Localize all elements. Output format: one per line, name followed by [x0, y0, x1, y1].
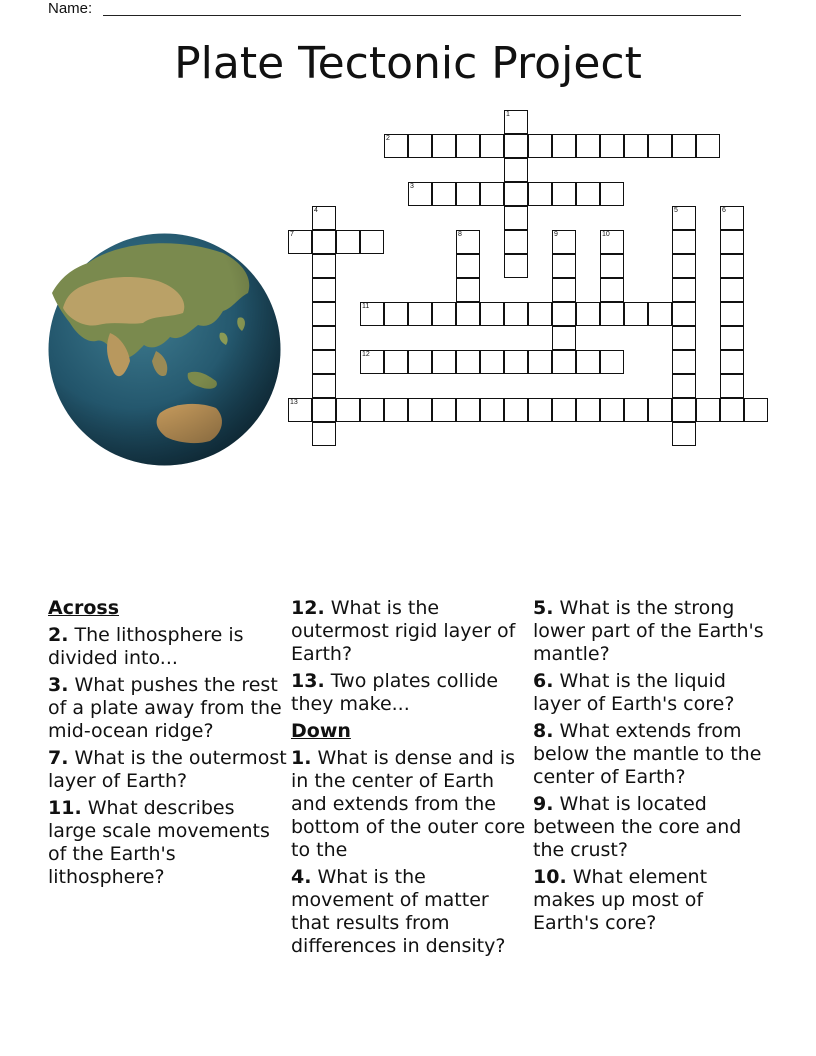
crossword-cell[interactable] [408, 134, 432, 158]
crossword-cell[interactable] [600, 254, 624, 278]
cell-number: 10 [602, 231, 610, 238]
crossword-cell[interactable] [336, 230, 360, 254]
crossword-cell[interactable] [432, 398, 456, 422]
clue-across-12 [291, 597, 531, 666]
crossword-cell[interactable] [720, 302, 744, 326]
cell-number: 8 [458, 231, 462, 238]
crossword-cell[interactable] [528, 350, 552, 374]
crossword-cell[interactable] [552, 230, 576, 254]
crossword-cell[interactable] [408, 398, 432, 422]
crossword-cell[interactable] [720, 230, 744, 254]
crossword-cell[interactable] [552, 326, 576, 350]
crossword-cell[interactable] [672, 134, 696, 158]
crossword-cell[interactable] [720, 350, 744, 374]
page-title: Plate Tectonic Project [174, 38, 642, 89]
crossword-cell[interactable] [720, 326, 744, 350]
crossword-cell[interactable] [312, 302, 336, 326]
crossword-cell[interactable] [672, 254, 696, 278]
crossword-cell[interactable] [720, 374, 744, 398]
cell-number: 5 [674, 207, 678, 214]
crossword-cell[interactable] [432, 302, 456, 326]
clue-text: What pushes the rest of a plate away from the mid-ocean ridge? [48, 674, 282, 742]
clue-text: What is dense and is in the center of Earth and extends from the bottom of the outer core to the [291, 747, 526, 861]
crossword-cell[interactable] [552, 398, 576, 422]
crossword-cell[interactable] [552, 182, 576, 206]
clue-number: 11. [48, 797, 82, 819]
crossword-cell[interactable] [504, 230, 528, 254]
crossword-cell[interactable] [696, 134, 720, 158]
crossword-cell[interactable] [456, 302, 480, 326]
crossword-cell[interactable] [504, 182, 528, 206]
crossword-cell[interactable] [312, 278, 336, 302]
crossword-cell[interactable] [288, 398, 312, 422]
crossword-cell[interactable] [672, 326, 696, 350]
cell-number: 7 [290, 231, 294, 238]
crossword-cell[interactable] [288, 230, 312, 254]
crossword-cell[interactable] [672, 278, 696, 302]
earth-globe-icon [48, 233, 281, 466]
crossword-cell[interactable] [528, 182, 552, 206]
crossword-cell[interactable] [600, 182, 624, 206]
clue-number: 5. [533, 597, 554, 619]
crossword-cell[interactable] [456, 230, 480, 254]
crossword-cell[interactable] [528, 134, 552, 158]
crossword-cell[interactable] [576, 182, 600, 206]
clue-number: 6. [533, 670, 554, 692]
crossword-cell[interactable] [408, 182, 432, 206]
crossword-cell[interactable] [408, 302, 432, 326]
crossword-cell[interactable] [576, 134, 600, 158]
across-heading: Across [48, 597, 120, 619]
crossword-cell[interactable] [600, 134, 624, 158]
crossword-cell[interactable] [672, 302, 696, 326]
crossword-cell[interactable] [336, 398, 360, 422]
clue-down-10 [533, 866, 773, 935]
down-heading: Down [291, 720, 351, 742]
clue-text: What describes large scale movements of the Earth's lithosphere? [48, 797, 270, 888]
name-label: Name: [48, 0, 93, 17]
crossword-cell[interactable] [576, 350, 600, 374]
clue-text: The lithosphere is divided into... [48, 624, 244, 669]
clue-across-2 [48, 624, 288, 670]
clue-number: 2. [48, 624, 69, 646]
crossword-cell[interactable] [456, 134, 480, 158]
crossword-cell[interactable] [672, 422, 696, 446]
crossword-cell[interactable] [312, 398, 336, 422]
crossword-cell[interactable] [600, 302, 624, 326]
crossword-cell[interactable] [504, 206, 528, 230]
crossword-cell[interactable] [528, 398, 552, 422]
cell-number: 6 [722, 207, 726, 214]
clue-down-5 [533, 597, 773, 666]
crossword-cell[interactable] [672, 374, 696, 398]
crossword-cell[interactable] [360, 230, 384, 254]
clue-text: What extends from below the mantle to the center of Earth? [533, 720, 762, 788]
cell-number: 12 [362, 351, 370, 358]
crossword-cell[interactable] [432, 350, 456, 374]
crossword-cell[interactable] [456, 398, 480, 422]
crossword-cell[interactable] [552, 350, 576, 374]
crossword-cell[interactable] [432, 134, 456, 158]
clue-number: 10. [533, 866, 567, 888]
crossword-cell[interactable] [360, 350, 384, 374]
crossword-cell[interactable] [504, 398, 528, 422]
crossword-cell[interactable] [672, 230, 696, 254]
crossword-cell[interactable] [624, 398, 648, 422]
crossword-cell[interactable] [456, 350, 480, 374]
crossword-cell[interactable] [648, 398, 672, 422]
crossword-cell[interactable] [360, 398, 384, 422]
clue-down-6 [533, 670, 773, 716]
crossword-cell[interactable] [528, 302, 552, 326]
crossword-cell[interactable] [384, 350, 408, 374]
crossword-cell[interactable] [672, 398, 696, 422]
clue-across-3 [48, 674, 288, 743]
clue-number: 3. [48, 674, 69, 696]
crossword-cell[interactable] [504, 134, 528, 158]
crossword-cell[interactable] [408, 350, 432, 374]
crossword-cell[interactable] [480, 134, 504, 158]
crossword-cell[interactable] [672, 206, 696, 230]
crossword-cell[interactable] [504, 110, 528, 134]
clue-text: What is the outermost layer of Earth? [48, 747, 287, 792]
crossword-cell[interactable] [432, 182, 456, 206]
crossword-cell[interactable] [600, 398, 624, 422]
clues-column-2 [291, 597, 531, 962]
crossword-cell[interactable] [600, 350, 624, 374]
crossword-cell[interactable] [384, 302, 408, 326]
crossword-cell[interactable] [480, 182, 504, 206]
crossword-cell[interactable] [312, 350, 336, 374]
crossword-cell[interactable] [696, 398, 720, 422]
crossword-cell[interactable] [360, 302, 384, 326]
crossword-cell[interactable] [624, 302, 648, 326]
clue-down-4 [291, 866, 531, 958]
clue-number: 9. [533, 793, 554, 815]
crossword-cell[interactable] [552, 254, 576, 278]
clue-down-8 [533, 720, 773, 789]
clue-number: 8. [533, 720, 554, 742]
clue-number: 4. [291, 866, 312, 888]
crossword-cell[interactable] [312, 206, 336, 230]
clue-across-13 [291, 670, 531, 716]
clue-text: Two plates collide they make... [291, 670, 499, 715]
crossword-cell[interactable] [384, 398, 408, 422]
crossword-cell[interactable] [312, 422, 336, 446]
clue-number: 13. [291, 670, 325, 692]
clue-text: What is the movement of matter that results from differences in density? [291, 866, 506, 957]
clue-number: 1. [291, 747, 312, 769]
cell-number: 9 [554, 231, 558, 238]
clue-across-7 [48, 747, 288, 793]
crossword-cell[interactable] [456, 254, 480, 278]
crossword-cell[interactable] [720, 278, 744, 302]
crossword-cell[interactable] [504, 158, 528, 182]
crossword-cell[interactable] [312, 230, 336, 254]
crossword-cell[interactable] [384, 134, 408, 158]
crossword-cell[interactable] [576, 398, 600, 422]
clue-text: What is the strong lower part of the Earth's mantle? [533, 597, 764, 665]
crossword-cell[interactable] [456, 278, 480, 302]
crossword-cell[interactable] [312, 254, 336, 278]
clues-column-3 [533, 597, 773, 939]
crossword-cell[interactable] [576, 302, 600, 326]
clue-text: What is the outermost rigid layer of Earth? [291, 597, 516, 665]
cell-number: 13 [290, 399, 298, 406]
cell-number: 2 [386, 135, 390, 142]
crossword-cell[interactable] [504, 254, 528, 278]
clue-number: 12. [291, 597, 325, 619]
crossword-cell[interactable] [552, 278, 576, 302]
crossword-cell[interactable] [720, 398, 744, 422]
clue-text: What element makes up most of Earth's core? [533, 866, 708, 934]
cell-number: 11 [362, 303, 370, 310]
crossword-cell[interactable] [672, 350, 696, 374]
crossword-cell[interactable] [624, 134, 648, 158]
crossword-cell[interactable] [504, 350, 528, 374]
clue-number: 7. [48, 747, 69, 769]
crossword-cell[interactable] [600, 230, 624, 254]
crossword-cell[interactable] [720, 206, 744, 230]
clue-down-1 [291, 747, 531, 862]
crossword-cell[interactable] [312, 326, 336, 350]
crossword-cell[interactable] [552, 302, 576, 326]
crossword-cell[interactable] [552, 134, 576, 158]
crossword-cell[interactable] [720, 254, 744, 278]
crossword-cell[interactable] [744, 398, 768, 422]
crossword-cell[interactable] [456, 182, 480, 206]
crossword-cell[interactable] [312, 374, 336, 398]
clue-text: What is located between the core and the crust? [533, 793, 742, 861]
crossword-cell[interactable] [480, 398, 504, 422]
crossword-cell[interactable] [504, 302, 528, 326]
crossword-cell[interactable] [600, 278, 624, 302]
cell-number: 4 [314, 207, 318, 214]
cell-number: 1 [506, 111, 510, 118]
clue-text: What is the liquid layer of Earth's core? [533, 670, 735, 715]
clue-down-9 [533, 793, 773, 862]
crossword-cell[interactable] [480, 350, 504, 374]
clue-across-11 [48, 797, 288, 889]
crossword-cell[interactable] [648, 134, 672, 158]
cell-number: 3 [410, 183, 414, 190]
clues-column-1 [48, 597, 288, 893]
crossword-cell[interactable] [480, 302, 504, 326]
crossword-cell[interactable] [648, 302, 672, 326]
